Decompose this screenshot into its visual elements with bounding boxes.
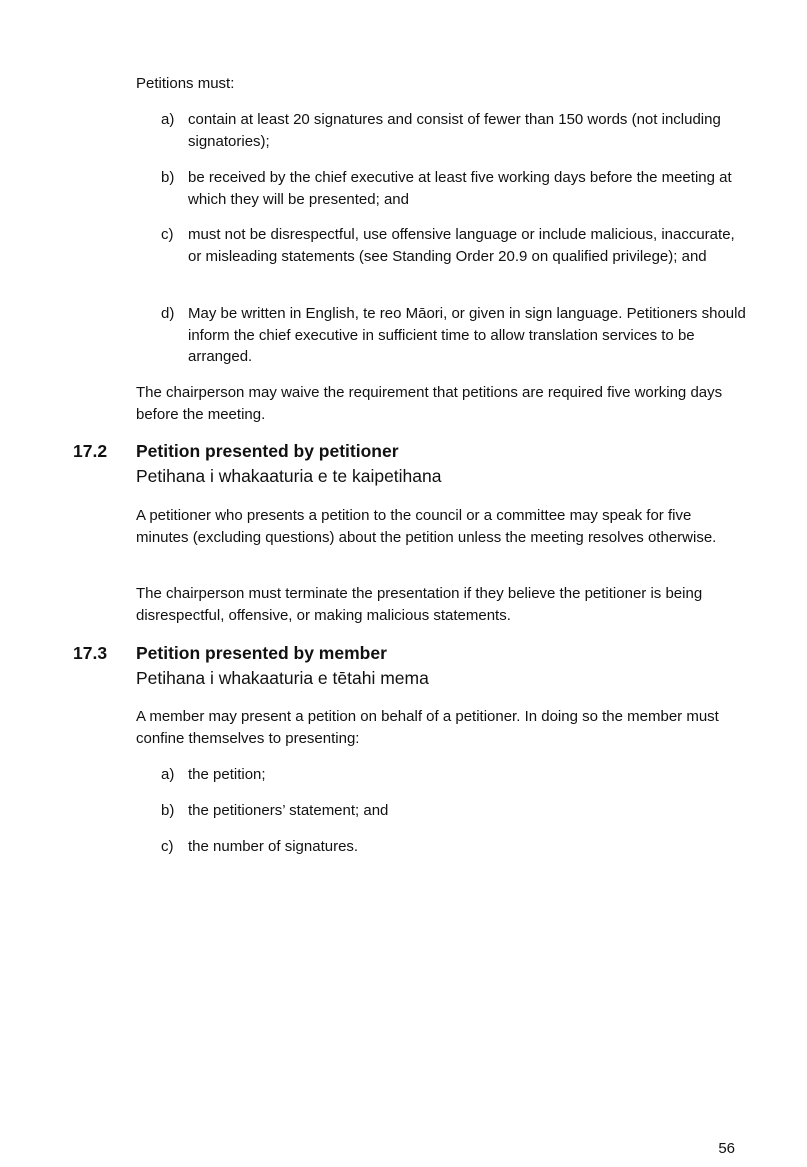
list-marker: a) — [161, 766, 175, 783]
list-text: the petition; — [188, 766, 266, 783]
list-marker: c) — [161, 838, 174, 855]
page-number: 56 — [718, 1140, 735, 1157]
list-text: May be written in English, te reo Māori, or given in sign language. Petitioners should inform the chief executive in sufficient time to allow translation services to be arranged. — [188, 305, 746, 365]
list-marker: a) — [161, 111, 175, 128]
list-marker: d) — [161, 305, 175, 322]
list-marker: c) — [161, 226, 174, 243]
list-text: be received by the chief executive at least five working days before the meeting at which they will be presented; and — [188, 169, 732, 208]
list-text: the petitioners’ statement; and — [188, 802, 389, 819]
section-number-17-3: 17.3 — [73, 643, 108, 663]
section-subtitle-17-2: Petihana i whakaaturia e te kaipetihana — [136, 466, 442, 486]
section-subtitle-17-3: Petihana i whakaaturia e tētahi mema — [136, 668, 429, 688]
section-17-3-paragraph-1: A member may present a petition on behalf of a petitioner. In doing so the member must confine themselves to presenting: — [136, 708, 719, 747]
list-text: contain at least 20 signatures and consist of fewer than 150 words (not including signatories); — [188, 111, 721, 150]
waiver-paragraph: The chairperson may waive the requirement that petitions are required five working days before the meeting. — [136, 384, 723, 423]
section-title-17-3: Petition presented by member — [136, 643, 387, 663]
section-title-17-2: Petition presented by petitioner — [136, 441, 399, 461]
section-17-2-paragraph-1: A petitioner who presents a petition to the council or a committee may speak for five minutes (excluding questions) about the petition unless the meeting resolves otherwise. — [136, 507, 717, 546]
section-17-2-paragraph-2: The chairperson must terminate the presentation if they believe the petitioner is being disrespectful, offensive, or making malicious statements. — [136, 585, 703, 624]
petitions-intro: Petitions must: — [136, 75, 235, 92]
section-number-17-2: 17.2 — [73, 441, 108, 461]
list-marker: b) — [161, 802, 175, 819]
list-marker: b) — [161, 169, 175, 186]
list-text: the number of signatures. — [188, 838, 359, 855]
list-text: must not be disrespectful, use offensive language or include malicious, inaccurate, or misleading statements (see Standing Order 20.9 on qualified privilege); and — [188, 226, 735, 265]
